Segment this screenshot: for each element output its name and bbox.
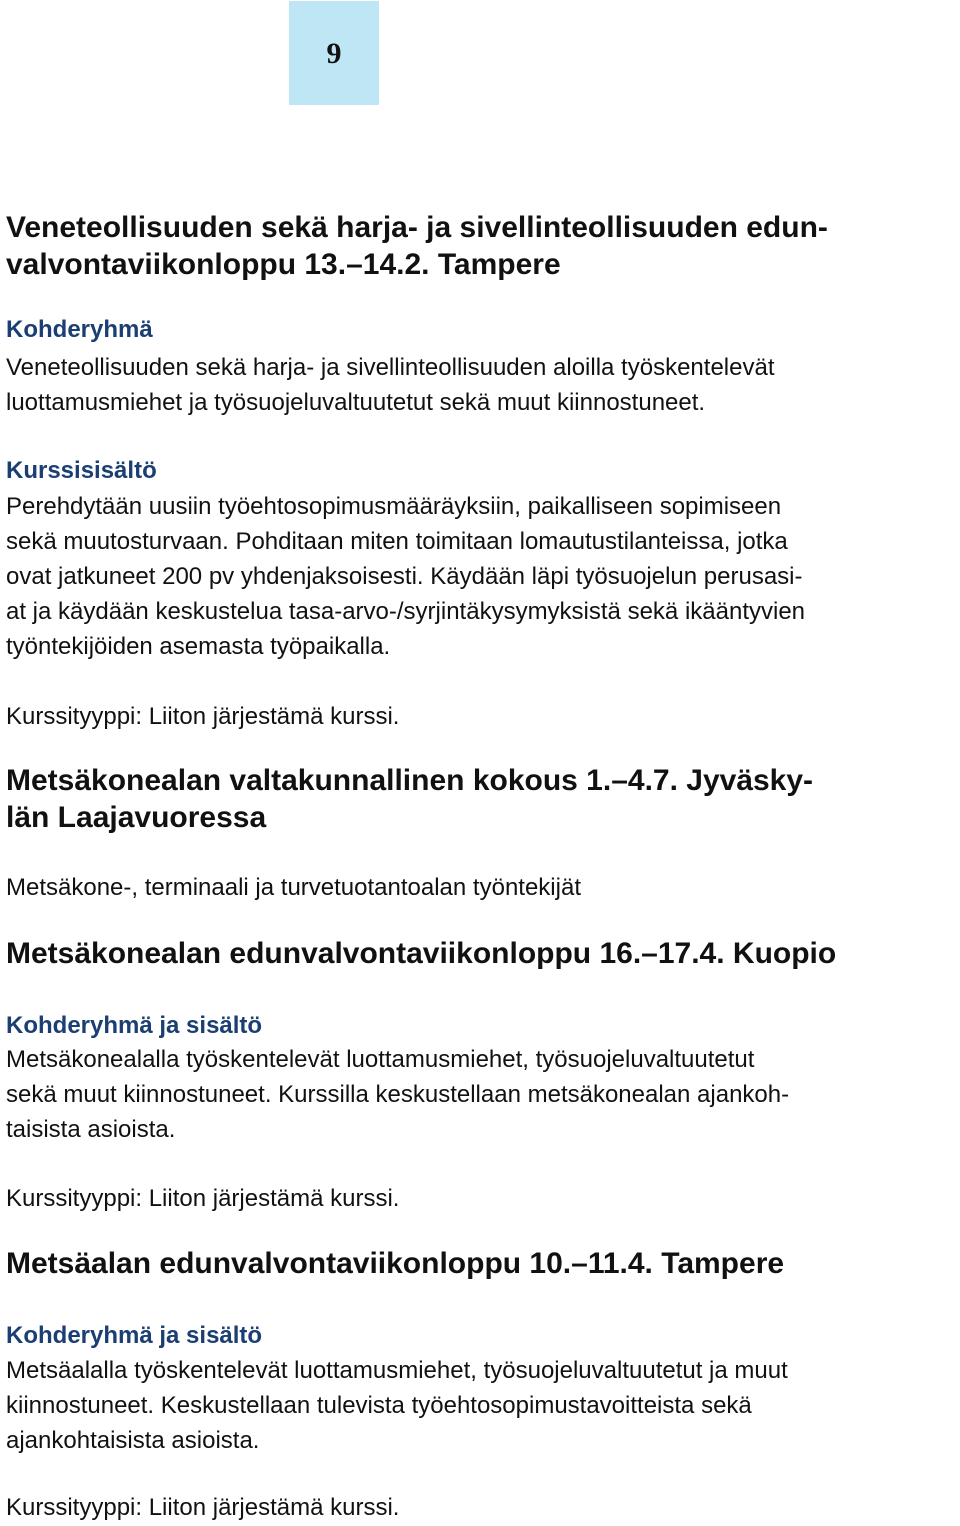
section-3-text [6, 1042, 789, 1147]
page-number: 9 [326, 37, 342, 70]
section-1-target-group-text [6, 350, 774, 420]
section-1-content-line-1: Perehdytään uusiin työehtosopimusmääräyksiin, paikalliseen sopimiseen [6, 493, 782, 520]
section-1-title-line-1: Veneteollisuuden sekä harja- ja sivellinteollisuuden edun- [6, 211, 828, 244]
section-1-content-line-2: sekä muutosturvaan. Pohditaan miten toimitaan lomautustilanteissa, jotka [6, 528, 788, 555]
section-1-content-line-3: ovat jatkuneet 200 pv yhdenjaksoisesti. Käydään läpi työsuojelun perusasi- [6, 563, 803, 590]
section-1-content-line-4: at ja käydään keskustelua tasa-arvo-/syrjintäkysymyksistä sekä ikääntyvien [6, 598, 806, 625]
section-2-title-line-1: Metsäkonealan valtakunnallinen kokous 1.–4.7. Jyväsky- [6, 764, 814, 797]
section-4-label: Kohderyhmä ja sisältö [6, 1322, 263, 1349]
section-3-line-1: Metsäkonealalla työskentelevät luottamusmiehet, työsuojeluvaltuutetut [6, 1046, 755, 1073]
section-3-title: Metsäkonealan edunvalvontaviikonloppu 16.–17.4. Kuopio [6, 937, 837, 970]
section-4-line-3: ajankohtaisista asioista. [6, 1427, 260, 1454]
section-1-target-group-label: Kohderyhmä [6, 316, 153, 343]
section-1-content-text [6, 489, 805, 664]
section-3-course-type: Kurssityyppi: Liiton järjestämä kurssi. [6, 1185, 400, 1212]
section-1-title [6, 209, 828, 283]
section-1-target-group-line-1: Veneteollisuuden sekä harja- ja sivellinteollisuuden aloilla työskentelevät [6, 354, 775, 381]
section-3-label: Kohderyhmä ja sisältö [6, 1012, 263, 1039]
section-4-title: Metsäalan edunvalvontaviikonloppu 10.–11.4. Tampere [6, 1247, 785, 1280]
section-3-line-2: sekä muut kiinnostuneet. Kurssilla keskustellaan metsäkonealan ajankoh- [6, 1081, 790, 1108]
page-number-box [289, 1, 379, 105]
section-1-target-group-line-2: luottamusmiehet ja työsuojeluvaltuutetut sekä muut kiinnostuneet. [6, 389, 706, 416]
section-1-content-line-5: työntekijöiden asemasta työpaikalla. [6, 633, 391, 660]
section-2-title-line-2: län Laajavuoressa [6, 801, 267, 834]
section-2-target-group-text: Metsäkone-, terminaali ja turvetuotantoalan työntekijät [6, 874, 581, 901]
section-1-course-type: Kurssityyppi: Liiton järjestämä kurssi. [6, 703, 400, 730]
section-4-line-1: Metsäalalla työskentelevät luottamusmiehet, työsuojeluvaltuutetut ja muut [6, 1357, 788, 1384]
section-1-content-label: Kurssisisältö [6, 457, 157, 484]
section-4-text [6, 1353, 788, 1458]
section-4-course-type: Kurssityyppi: Liiton järjestämä kurssi. [6, 1494, 400, 1521]
section-3-line-3: taisista asioista. [6, 1116, 176, 1143]
section-4-line-2: kiinnostuneet. Keskustellaan tulevista työehtosopimustavoitteista sekä [6, 1392, 752, 1419]
section-2-title [6, 762, 813, 836]
section-1-title-line-2: valvontaviikonloppu 13.–14.2. Tampere [6, 248, 561, 281]
